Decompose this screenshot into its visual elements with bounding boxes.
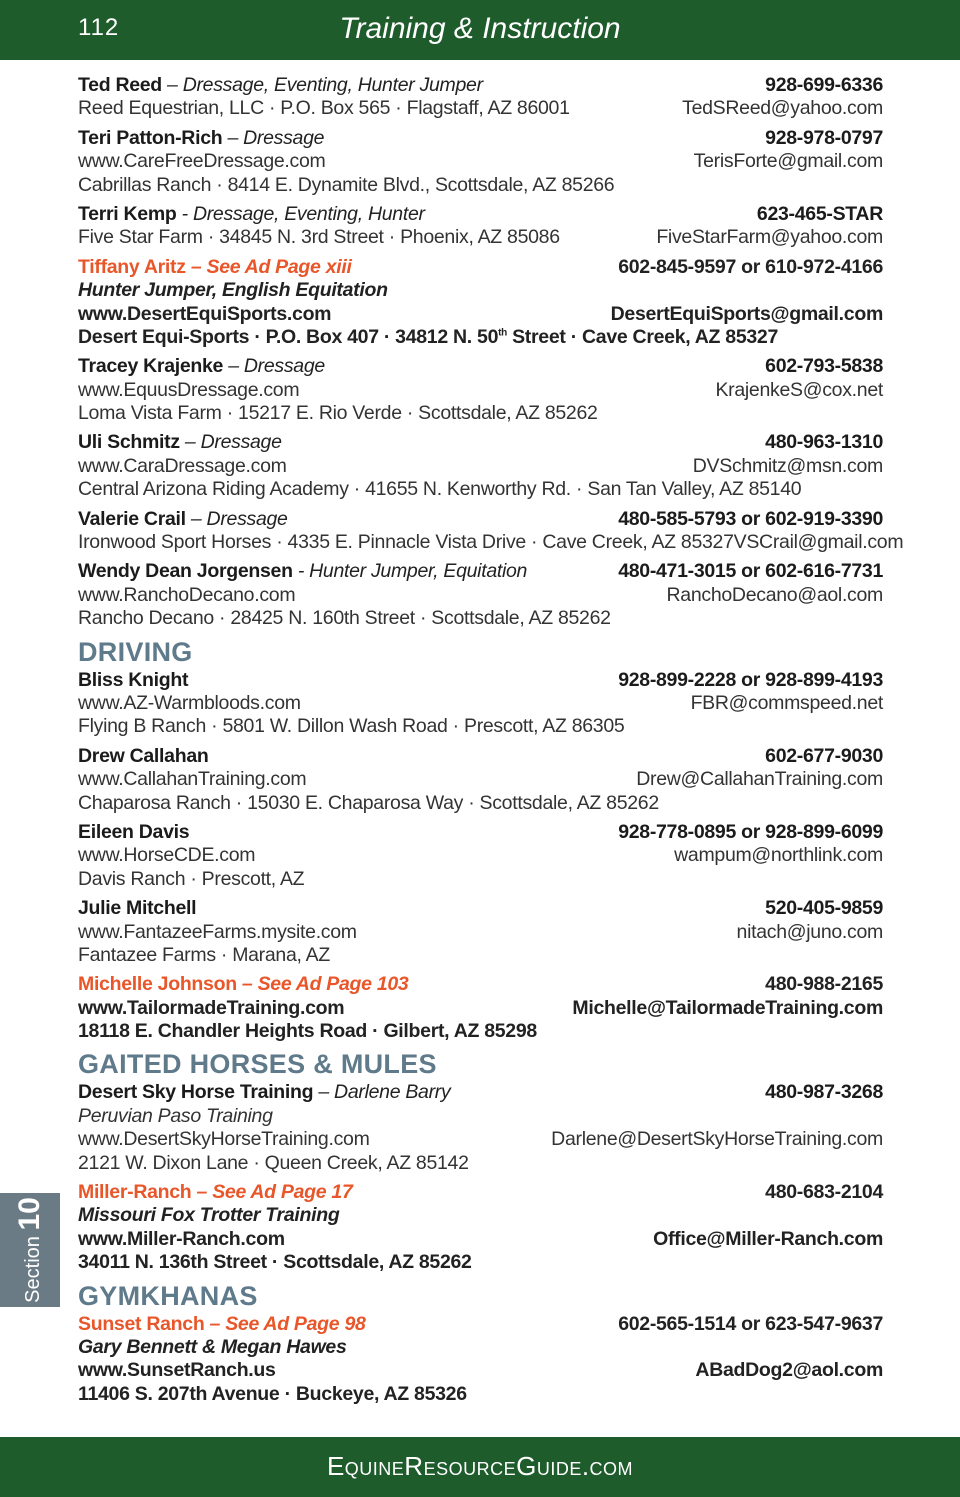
email-link[interactable]: Office@Miller-Ranch.com (653, 1227, 883, 1250)
discipline: Hunter Jumper, English Equitation (78, 279, 388, 302)
email-link[interactable]: Drew@CallahanTraining.com (636, 768, 883, 791)
section-number: 10 (13, 1197, 46, 1231)
trainer-name: Tiffany Aritz (78, 255, 186, 278)
trainer-name: Terri Kemp (78, 202, 177, 225)
address: Chaparosa Ranch · 15030 E. Chaparosa Way · Scottsdale, AZ 85262 (78, 791, 659, 814)
trainer-name: Wendy Dean Jorgensen (78, 560, 293, 583)
listing-entry (78, 507, 904, 555)
phone: 928-899-2228 or 928-899-4193 (618, 668, 883, 691)
phone: 602-565-1514 or 623-547-9637 (618, 1312, 883, 1335)
phone: 480-963-1310 (765, 431, 883, 454)
address: Loma Vista Farm · 15217 E. Rio Verde · Scottsdale, AZ 85262 (78, 402, 598, 425)
email-link[interactable]: TedSReed@yahoo.com (682, 97, 883, 120)
website-link[interactable]: www.CallahanTraining.com (78, 768, 307, 791)
contact-person: Darlene Barry (334, 1081, 451, 1104)
phone: 602-677-9030 (765, 744, 883, 767)
page-footer (0, 1437, 960, 1497)
address: Ironwood Sport Horses · 4335 E. Pinnacle Vista Drive · Cave Creek, AZ 85327 (78, 531, 734, 554)
separator: – (185, 507, 207, 530)
address: Central Arizona Riding Academy · 41655 N. Kenworthy Rd. · San Tan Valley, AZ 85140 (78, 478, 802, 501)
ad-page-link[interactable]: – See Ad Page xiii (185, 255, 352, 278)
separator: - (292, 560, 310, 583)
trainer-name: Miller-Ranch (78, 1181, 192, 1204)
address: Fantazee Farms · Marana, AZ (78, 943, 330, 966)
discipline: Dressage (200, 431, 282, 454)
email-link[interactable]: RanchoDecano@aol.com (666, 583, 883, 606)
website-link[interactable]: www.SunsetRanch.us (78, 1359, 276, 1382)
listing-entry (78, 1081, 883, 1175)
ad-page-link[interactable]: – See Ad Page 98 (204, 1312, 366, 1335)
address: Flying B Ranch · 5801 W. Dillon Wash Road · Prescott, AZ 86305 (78, 715, 625, 738)
trainer-name: Bliss Knight (78, 668, 189, 691)
email-link[interactable]: KrajenkeS@cox.net (715, 378, 883, 401)
discipline: Dressage (243, 126, 325, 149)
email-link[interactable]: nitach@juno.com (736, 920, 883, 943)
featured-listing-entry (78, 256, 883, 350)
address: Reed Equestrian, LLC · P.O. Box 565 · Flagstaff, AZ 86001 (78, 97, 570, 120)
separator: - (176, 202, 193, 225)
contact-person: Gary Bennett & Megan Hawes (78, 1335, 347, 1358)
email-link[interactable]: FiveStarFarm@yahoo.com (656, 226, 883, 249)
discipline: Missouri Fox Trotter Training (78, 1204, 340, 1227)
address: 18118 E. Chandler Heights Road · Gilbert, AZ 85298 (78, 1020, 537, 1043)
website-link[interactable]: www.DesertEquiSports.com (78, 302, 332, 325)
section-tab (0, 1193, 60, 1307)
address: Rancho Decano · 28425 N. 160th Street · Scottsdale, AZ 85262 (78, 607, 611, 630)
email-link[interactable]: DesertEquiSports@gmail.com (610, 302, 883, 325)
listing-entry (78, 821, 883, 891)
email-link[interactable]: VSCrail@gmail.com (733, 531, 904, 554)
discipline: Peruvian Paso Training (78, 1104, 273, 1127)
trainer-name: Eileen Davis (78, 820, 190, 843)
phone: 480-585-5793 or 602-919-3390 (618, 507, 883, 530)
phone: 480-988-2165 (765, 973, 883, 996)
website-link[interactable]: www.Miller-Ranch.com (78, 1227, 285, 1250)
address-part: Desert Equi-Sports · P.O. Box 407 · 34812 N. 50 (78, 325, 499, 348)
website-link[interactable]: www.DesertSkyHorseTraining.com (78, 1128, 370, 1151)
address: Davis Ranch · Prescott, AZ (78, 867, 305, 890)
address: 2121 W. Dixon Lane · Queen Creek, AZ 85142 (78, 1151, 469, 1174)
email-link[interactable]: Michelle@TailormadeTraining.com (572, 996, 883, 1019)
trainer-name: Teri Patton-Rich (78, 126, 223, 149)
listing-entry (78, 203, 883, 250)
separator: – (313, 1081, 335, 1104)
listing-content (78, 74, 904, 1412)
listing-entry (78, 74, 883, 121)
ad-page-link[interactable]: – See Ad Page 17 (191, 1181, 353, 1204)
email-link[interactable]: DVSchmitz@msn.com (692, 454, 883, 477)
trainer-name: Sunset Ranch (78, 1312, 205, 1335)
phone: 480-987-3268 (765, 1081, 883, 1104)
email-link[interactable]: TerisForte@gmail.com (693, 150, 883, 173)
trainer-name: Drew Callahan (78, 744, 209, 767)
trainer-name: Tracey Krajenke (78, 355, 224, 378)
phone: 480-471-3015 or 602-616-7731 (618, 560, 883, 583)
listing-entry (78, 745, 883, 815)
trainer-name: Valerie Crail (78, 507, 186, 530)
footer-site-link[interactable]: EquineResourceGuide.com (326, 1451, 634, 1481)
page-header (0, 0, 960, 60)
listing-entry (78, 897, 883, 967)
website-link[interactable]: www.CaraDressage.com (78, 454, 287, 477)
website-link[interactable]: www.EquusDressage.com (78, 378, 300, 401)
address: 34011 N. 136th Street · Scottsdale, AZ 85262 (78, 1251, 472, 1274)
separator: – (223, 355, 244, 378)
trainer-name: Ted Reed (78, 74, 162, 96)
ordinal-suffix: th (498, 327, 507, 339)
phone: 928-978-0797 (765, 126, 883, 149)
section-title: Training & Instruction (339, 12, 621, 45)
discipline: Dressage (243, 355, 325, 378)
website-link[interactable]: www.TailormadeTraining.com (78, 996, 345, 1019)
address: Cabrillas Ranch · 8414 E. Dynamite Blvd., Scottsdale, AZ 85266 (78, 173, 615, 196)
phone: 602-845-9597 or 610-972-4166 (618, 255, 883, 278)
trainer-name: Julie Mitchell (78, 897, 197, 920)
discipline: Hunter Jumper, Equitation (309, 560, 528, 583)
trainer-name: Michelle Johnson (78, 973, 237, 996)
category-heading-gymkhanas: GYMKHANAS (78, 1280, 258, 1311)
separator: – (222, 126, 244, 149)
separator: – (179, 431, 201, 454)
website-link[interactable]: www.FantazeeFarms.mysite.com (78, 920, 357, 943)
separator: – (161, 74, 183, 96)
website-link[interactable]: www.HorseCDE.com (78, 844, 256, 867)
phone: 928-778-0895 or 928-899-6099 (618, 820, 883, 843)
trainer-name: Desert Sky Horse Training (78, 1081, 314, 1104)
phone: 623-465-STAR (756, 202, 883, 225)
email-link[interactable]: ABadDog2@aol.com (695, 1359, 883, 1382)
address: Five Star Farm · 34845 N. 3rd Street · Phoenix, AZ 85086 (78, 226, 560, 249)
phone: 480-683-2104 (765, 1181, 883, 1204)
discipline: Dressage (206, 507, 288, 530)
category-heading-gaited: GAITED HORSES & MULES (78, 1049, 437, 1080)
website-link[interactable]: www.AZ-Warmbloods.com (78, 691, 301, 714)
ad-page-link[interactable]: – See Ad Page 103 (236, 973, 409, 996)
address-part: Street · Cave Creek, AZ 85327 (506, 325, 778, 348)
email-link[interactable]: FBR@commspeed.net (690, 691, 883, 714)
featured-listing-entry (78, 1313, 883, 1407)
listing-entry (78, 127, 883, 197)
listing-entry (78, 355, 883, 425)
email-link[interactable]: wampum@northlink.com (674, 844, 883, 867)
address: 11406 S. 207th Avenue · Buckeye, AZ 85326 (78, 1382, 467, 1405)
featured-listing-entry (78, 973, 883, 1043)
website-link[interactable]: www.CareFreeDressage.com (78, 150, 326, 173)
category-heading-driving: DRIVING (78, 636, 193, 667)
listing-entry (78, 669, 883, 739)
listing-entry (78, 431, 883, 501)
address (78, 326, 778, 349)
email-link[interactable]: Darlene@DesertSkyHorseTraining.com (551, 1128, 883, 1151)
discipline: Dressage, Eventing, Hunter (192, 202, 425, 225)
trainer-name: Uli Schmitz (78, 431, 180, 454)
page-number: 112 (78, 14, 120, 41)
phone: 520-405-9859 (765, 897, 883, 920)
discipline: Dressage, Eventing, Hunter Jumper (182, 74, 483, 96)
phone: 602-793-5838 (765, 355, 883, 378)
phone: 928-699-6336 (765, 74, 883, 96)
section-label: Section (22, 1236, 44, 1303)
listing-entry (78, 560, 883, 630)
website-link[interactable]: www.RanchoDecano.com (78, 583, 296, 606)
featured-listing-entry (78, 1181, 883, 1275)
